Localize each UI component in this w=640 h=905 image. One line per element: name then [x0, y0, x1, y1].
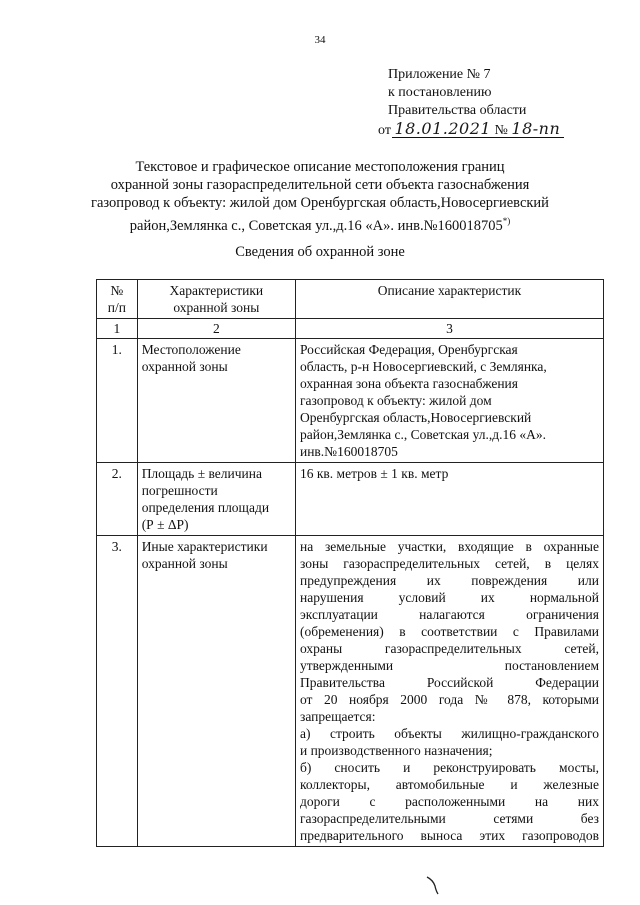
cell-line: 16 кв. метров ± 1 кв. метр [299, 466, 449, 481]
cell-line: Иные характеристики [141, 539, 268, 554]
column-number-row [97, 319, 604, 339]
cell-line: запрещается: [299, 709, 376, 724]
cell-line: нарушения условий их нормальной [299, 590, 599, 605]
table-row-location [97, 339, 604, 463]
table-row-other [97, 536, 604, 847]
cell-line: Правительства Российской Федерации [299, 675, 599, 690]
cell-line: инв.№160018705 [299, 444, 398, 459]
column-number: 3 [295, 319, 603, 339]
table-row-area [97, 463, 604, 536]
cell-line: охранная зона объекта газоснабжения [299, 376, 518, 391]
cell-line: охранной зоны [141, 556, 228, 571]
appendix-title: Приложение № 7 [388, 67, 491, 82]
row-characteristic [137, 339, 295, 463]
table-header-row [97, 280, 604, 319]
handwritten-number: 18-пп [511, 119, 561, 138]
handwritten-date: 18.01.2021 [394, 119, 492, 138]
cell-line: Местоположение [141, 342, 241, 357]
column-number: 1 [97, 319, 138, 339]
title-line: охранной зоны газораспределительной сети объекта газоснабжения [110, 177, 530, 193]
date-underline [392, 137, 564, 138]
header-text: № [110, 283, 124, 298]
cell-line: на земельные участки, входящие в охранные [299, 539, 599, 554]
cell-line: дороги с расположенными на них [299, 794, 599, 809]
cell-line: зоны газораспределительных сетей, в целях [299, 556, 599, 571]
title-line [0, 212, 640, 235]
footnote-mark: *) [502, 216, 511, 226]
cell-line: (Р ± ΔР) [141, 517, 189, 532]
appendix-government: Правительства области [388, 103, 527, 118]
title-line-text: район,Землянка с., Советская ул.,д.16 «А». инв.№160018705 [129, 217, 503, 234]
row-description [295, 463, 603, 536]
row-number: 1. [97, 339, 138, 463]
header-text: Описание характеристик [377, 283, 522, 298]
page-number: 34 [314, 34, 326, 46]
cell-line: Российская Федерация, Оренбургская [299, 342, 518, 357]
section-title: Сведения об охранной зоне [235, 244, 405, 260]
cell-line: б) сносить и реконструировать мосты, [299, 760, 599, 775]
header-description [295, 280, 603, 319]
header-text: п/п [107, 300, 126, 315]
row-description [295, 536, 603, 847]
appendix-date-line [378, 120, 560, 140]
number-sign: № [494, 123, 508, 138]
cell-line: эксплуатации налагаются ограничения [299, 607, 599, 622]
column-number: 2 [137, 319, 295, 339]
appendix-resolution: к постановлению [388, 85, 492, 100]
pen-mark [424, 874, 444, 896]
title-line: Текстовое и графическое описание местоположения границ [135, 159, 505, 175]
cell-line: от 20 ноября 2000 года № 878, которыми [299, 692, 599, 707]
header-characteristics [137, 280, 295, 319]
header-number [97, 280, 138, 319]
cell-line: предварительного выноса этих газопроводов [299, 828, 599, 843]
document-title [0, 158, 640, 235]
row-characteristic [137, 536, 295, 847]
cell-line: газораспределительными сетями без [299, 811, 599, 826]
row-number: 2. [97, 463, 138, 536]
header-text: охранной зоны [173, 300, 260, 315]
cell-line: погрешности [141, 483, 218, 498]
cell-line: и производственного назначения; [299, 743, 493, 758]
row-description [295, 339, 603, 463]
row-number: 3. [97, 536, 138, 847]
protection-zone-table [96, 279, 604, 847]
date-prefix: от [378, 123, 391, 138]
cell-line: охранной зоны [141, 359, 228, 374]
title-line: газопровод к объекту: жилой дом Оренбургская область,Новосергиевский [91, 195, 549, 211]
cell-line: (обременения) в соответствии с Правилами [299, 624, 599, 639]
cell-line: предупреждения их повреждения или [299, 573, 599, 588]
cell-line: район,Землянка с., Советская ул.,д.16 «А». [299, 427, 547, 442]
cell-line: Оренбургская область,Новосергиевский [299, 410, 532, 425]
cell-line: газопровод к объекту: жилой дом [299, 393, 492, 408]
cell-line: утвержденными постановлением [299, 658, 599, 673]
cell-line: коллекторы, автомобильные и железные [299, 777, 599, 792]
cell-line: определения площади [141, 500, 270, 515]
cell-line: охраны газораспределительных сетей, [299, 641, 599, 656]
cell-line: область, р-н Новосергиевский, с Землянка, [299, 359, 547, 374]
appendix-block [378, 66, 560, 140]
cell-line: а) строить объекты жилищно-гражданского [299, 726, 599, 741]
header-text: Характеристики [169, 283, 264, 298]
cell-line: Площадь ± величина [141, 466, 262, 481]
row-characteristic [137, 463, 295, 536]
